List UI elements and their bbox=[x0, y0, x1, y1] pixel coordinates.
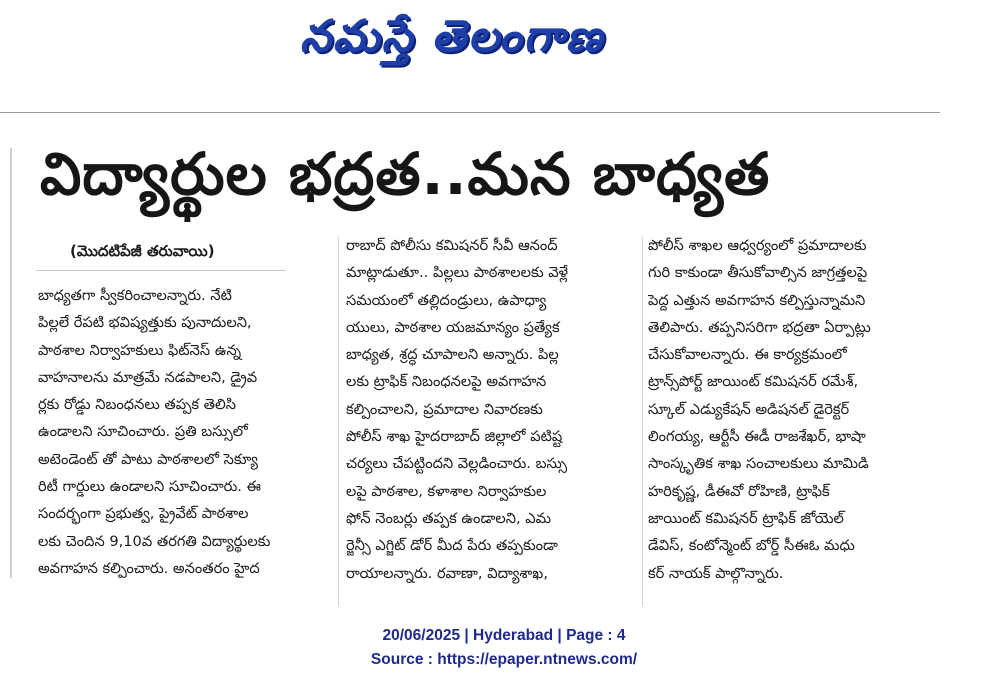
column-line: మాట్లాడుతూ.. పిల్లలు పాఠశాలలకు వెళ్లే bbox=[346, 264, 569, 282]
column-divider-2 bbox=[642, 236, 643, 606]
column-line: పెద్ద ఎత్తున అవగాహన కల్పిస్తున్నామని bbox=[648, 291, 866, 309]
column-line: రిటీ గార్డులు ఉండాలని సూచించారు. ఈ bbox=[38, 478, 262, 496]
column-line: లకు చెందిన 9,10వ తరగతి విద్యార్థులకు bbox=[38, 532, 271, 550]
masthead-divider bbox=[0, 112, 940, 113]
source-link[interactable]: Source : https://epaper.ntnews.com/ bbox=[370, 651, 638, 668]
column-line: ట్రాన్స్‌పోర్ట్ జాయింట్ కమిషనర్ రమేశ్, bbox=[648, 373, 859, 391]
column-line: ర్లకు రోడ్డు నిబంధనలు తప్పక తెలిసి bbox=[38, 396, 236, 414]
column-line: రాయాలన్నారు. రవాణా, విద్యాశాఖ, bbox=[346, 564, 548, 582]
column-line: లకు ట్రాఫిక్ నిబంధనలపై అవగాహన bbox=[346, 373, 547, 391]
column-line: డేవిస్, కంటోన్మెంట్ బోర్డ్ సీఈఓ మధు bbox=[648, 537, 855, 555]
column-line: సాంస్కృతిక శాఖ సంచాలకులు మామిడి bbox=[648, 455, 869, 473]
column-line: లింగయ్య, ఆర్టీసీ ఈడీ రాజశేఖర్, భాషా bbox=[648, 428, 866, 446]
article-column-1 bbox=[38, 282, 330, 582]
column-line: రాబాద్ పోలీసు కమిషనర్ సీవీ ఆనంద్ bbox=[346, 237, 558, 254]
column-line: వాహనాలను మాత్రమే నడపాలని, డ్రైవ bbox=[38, 368, 258, 386]
masthead bbox=[0, 0, 1008, 110]
column-line: ఫోన్ నెంబర్లు తప్పక ఉండాలని, ఎమ bbox=[346, 509, 552, 527]
column-line: సందర్భంగా ప్రభుత్వ, ప్రైవేట్ పాఠశాల bbox=[38, 505, 249, 523]
column-line: పిల్లలే రేపటి భవిష్యత్తుకు పునాదులని, bbox=[38, 314, 252, 332]
continuation-kicker: (మొదటిపేజీ తరువాయి) bbox=[70, 242, 215, 260]
article-left-border bbox=[10, 148, 12, 578]
newspaper-logo: నమస్తే తెలంగాణ bbox=[300, 11, 605, 62]
column-line: పోలీస్ శాఖల ఆధ్వర్యంలో ప్రమాదాలకు bbox=[648, 237, 867, 254]
column-line: చర్యలు చేపట్టిందని వెల్లడించారు. బస్సు bbox=[346, 455, 568, 473]
column-line: జాయింట్ కమిషనర్ ట్రాఫిక్ జోయెల్ bbox=[648, 509, 844, 527]
column-line: పాఠశాల నిర్వాహకులు ఫిట్‌నెస్ ఉన్న bbox=[38, 341, 242, 359]
column-line: బాధ్యతగా స్వీకరించాలన్నారు. నేటి bbox=[38, 287, 232, 304]
column-line: కర్ నాయక్ పాల్గొన్నారు. bbox=[648, 564, 784, 582]
column-line: గురి కాకుండా తీసుకోవాల్సిన జాగ్రత్తలపై bbox=[648, 264, 868, 282]
column-line: లపై పాఠశాల, కళాశాల నిర్వాహకుల bbox=[346, 482, 547, 500]
column-line: చేసుకోవాలన్నారు. ఈ కార్యక్రమంలో bbox=[648, 346, 847, 364]
column-line: కల్పించాలని, ప్రమాదాల నివారణకు bbox=[346, 400, 543, 418]
column-line: స్కూల్ ఎడ్యుకేషన్ అడిషనల్ డైరెక్టర్ bbox=[648, 400, 850, 418]
column-line: అవగాహన కల్పించారు. అనంతరం హైద bbox=[38, 559, 260, 577]
column-line: అటెండెంట్ తో పాటు పాఠశాలలో సెక్యూ bbox=[38, 450, 258, 468]
column-line: తెలిపారు. తప్పనిసరిగా భద్రతా ఏర్పాట్లు bbox=[648, 318, 871, 336]
dateline: 20/06/2025 | Hyderabad | Page : 4 bbox=[382, 627, 626, 644]
column-line: బాధ్యత, శ్రద్ధ చూపాలని అన్నారు. పిల్ల bbox=[346, 346, 559, 364]
article-column-2 bbox=[346, 232, 636, 587]
page-footer bbox=[0, 624, 1008, 676]
column-line: ర్జెన్సీ ఎగ్జిట్ డోర్ మీద పేరు తప్పకుండా bbox=[346, 537, 558, 555]
kicker-underline bbox=[36, 270, 286, 271]
column-line: యులు, పాఠశాల యజమాన్యం ప్రత్యేక bbox=[346, 318, 560, 336]
column-line: పోలీస్ శాఖ హైదరాబాద్ జిల్లాలో పటిష్ట bbox=[346, 428, 563, 446]
column-line: ఉండాలని సూచించారు. ప్రతి బస్సులో bbox=[38, 423, 248, 441]
column-line: హరికృష్ణ, డీఈవో రోహిణి, ట్రాఫిక్ bbox=[648, 482, 830, 500]
article-column-3 bbox=[648, 232, 936, 587]
article-headline: విద్యార్థుల భద్రత..మన బాధ్యత bbox=[40, 140, 771, 208]
column-divider-1 bbox=[338, 236, 339, 606]
column-line: సమయంలో తల్లిదండ్రులు, ఉపాధ్యా bbox=[346, 291, 547, 309]
